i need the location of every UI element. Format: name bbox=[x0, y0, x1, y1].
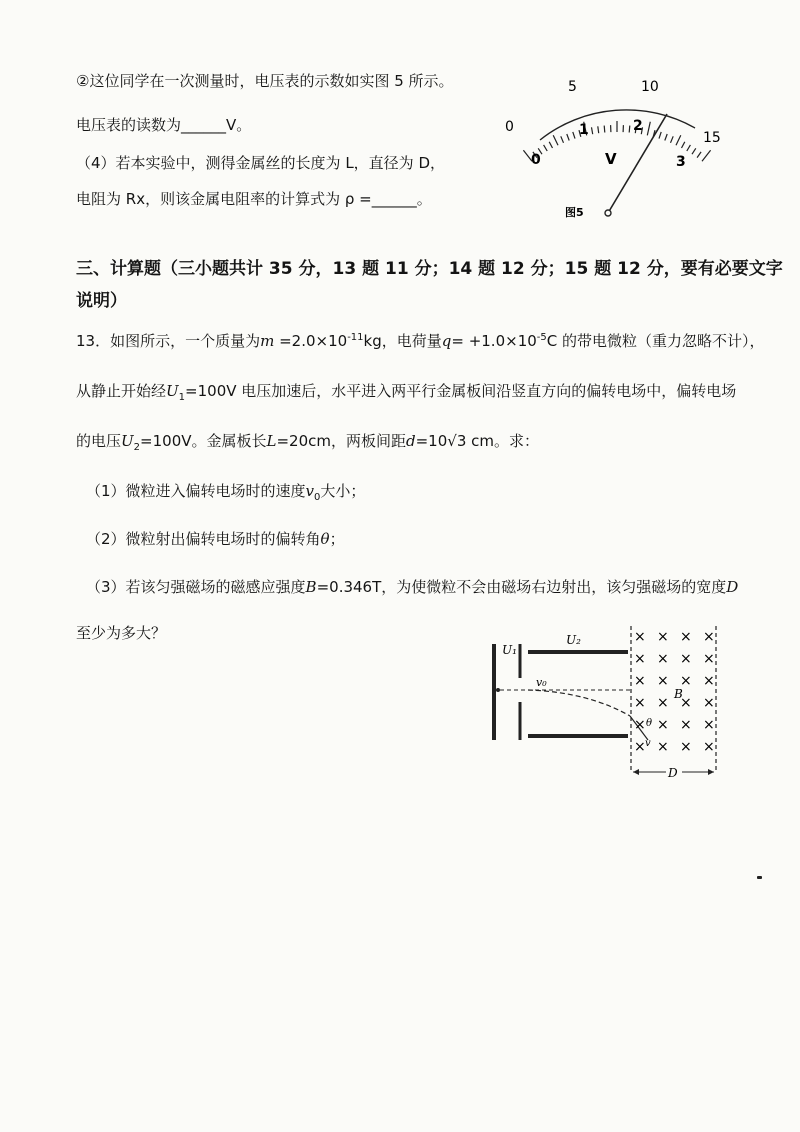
field-cross-mark: × bbox=[657, 739, 669, 755]
meter-tick bbox=[561, 136, 564, 143]
deflection-plate-bottom bbox=[528, 734, 628, 738]
meter-tick bbox=[553, 135, 558, 145]
field-cross-mark: × bbox=[657, 717, 669, 733]
label-v: v bbox=[645, 738, 651, 749]
meter-tick bbox=[665, 134, 667, 141]
field-cross-mark: × bbox=[703, 695, 715, 711]
field-cross-mark: × bbox=[634, 717, 646, 733]
meter-tick bbox=[702, 150, 711, 161]
deflection-plate-top bbox=[528, 650, 628, 654]
field-cross-mark: × bbox=[657, 673, 669, 689]
reading-prefix: 电压表的读数为 bbox=[76, 116, 182, 134]
label-b: B bbox=[674, 687, 683, 701]
meter-pivot bbox=[605, 210, 611, 216]
text-line-resistivity bbox=[76, 188, 432, 209]
field-cross-mark: × bbox=[703, 651, 715, 667]
meter-tick bbox=[687, 145, 691, 151]
distance-symbol: d bbox=[406, 432, 416, 450]
meter-outer-5: 5 bbox=[568, 79, 577, 95]
meter-tick bbox=[598, 126, 599, 133]
meter-outer-10: 10 bbox=[641, 79, 659, 95]
q13-l3-c: =20cm，两板间距 bbox=[276, 432, 406, 450]
u1-subscript: 1 bbox=[178, 392, 186, 403]
field-cross-mark: × bbox=[634, 739, 646, 755]
label-theta: θ bbox=[646, 718, 653, 729]
voltmeter-figure bbox=[495, 70, 745, 230]
meter-inner-3: 3 bbox=[676, 154, 686, 170]
q13-l3-e: cm。求： bbox=[466, 432, 540, 450]
accelerating-plate-left bbox=[492, 644, 496, 740]
section3-heading: 三、计算题（三小题共计 35 分，13 题 11 分；14 题 12 分；15 题 12 分，要有必要文字 bbox=[76, 259, 783, 279]
field-cross-mark: × bbox=[657, 695, 669, 711]
d-width-symbol: D bbox=[726, 578, 739, 596]
width-arrow-left bbox=[633, 769, 639, 775]
q13-p3-a: （3）若该匀强磁场的磁感应强度 bbox=[86, 578, 306, 596]
field-cross-mark: × bbox=[680, 739, 692, 755]
q13-l3-a: 的电压 bbox=[76, 432, 122, 450]
meter-tick bbox=[604, 126, 605, 133]
q13-l1-a: 13．如图所示，一个质量为 bbox=[76, 332, 261, 350]
particle-trajectory bbox=[528, 690, 630, 716]
q13-l3-b: =100V。金属板长 bbox=[140, 432, 267, 450]
meter-outer-0: 0 bbox=[505, 119, 514, 135]
meter-caption: 图5 bbox=[565, 206, 584, 219]
meter-tick bbox=[697, 152, 701, 158]
field-cross-mark: × bbox=[680, 717, 692, 733]
meter-tick bbox=[647, 122, 650, 136]
meter-tick bbox=[544, 145, 548, 151]
charge-symbol: q bbox=[441, 332, 452, 350]
resistivity-prefix: 电阻为 Rx，则该金属电阻率的计算式为 ρ = bbox=[76, 190, 372, 208]
q13-p1-b: 大小； bbox=[320, 482, 366, 500]
label-u2: U₂ bbox=[566, 633, 581, 647]
field-cross-mark: × bbox=[680, 695, 692, 711]
meter-tick bbox=[549, 142, 552, 148]
u1-symbol: U bbox=[166, 382, 179, 400]
resistivity-blank: ______ bbox=[371, 190, 417, 208]
q13-p1-a: （1）微粒进入偏转电场时的速度 bbox=[86, 482, 306, 500]
text-line-reading-blank bbox=[76, 114, 251, 135]
meter-tick bbox=[671, 136, 674, 143]
q13-l1-b: =2.0×10 bbox=[274, 332, 348, 350]
resistivity-suffix: 。 bbox=[416, 190, 432, 208]
scan-speck bbox=[757, 876, 762, 879]
q13-l2-a: 从静止开始经 bbox=[76, 382, 167, 400]
meter-tick bbox=[692, 148, 696, 154]
v0-symbol: v bbox=[305, 482, 315, 500]
meter-tick bbox=[567, 134, 569, 141]
q13-line1 bbox=[76, 330, 765, 351]
field-cross-mark: × bbox=[634, 629, 646, 645]
meter-tick bbox=[676, 135, 681, 145]
meter-tick bbox=[659, 132, 661, 139]
field-cross-mark: × bbox=[703, 717, 715, 733]
q13-part3 bbox=[86, 576, 738, 597]
meter-inner-1: 1 bbox=[579, 122, 589, 138]
q13-p2-a: （2）微粒射出偏转电场时的偏转角 bbox=[86, 530, 321, 548]
q13-part1 bbox=[86, 480, 365, 503]
text-line-meter-reading: ②这位同学在一次测量时，电压表的示数如实图 5 所示。 bbox=[76, 72, 454, 90]
q13-part3-cont: 至少为多大？ bbox=[76, 624, 167, 642]
field-cross-mark: × bbox=[657, 651, 669, 667]
b-symbol: B bbox=[305, 578, 317, 596]
field-cross-mark: × bbox=[703, 739, 715, 755]
length-symbol: L bbox=[266, 432, 277, 450]
field-cross-mark: × bbox=[680, 651, 692, 667]
mass-symbol: m bbox=[260, 332, 275, 350]
q13-line2 bbox=[76, 380, 736, 403]
q13-l2-b: =100V 电压加速后，水平进入两平行金属板间沿竖直方向的偏转电场中，偏转电场 bbox=[185, 382, 737, 400]
theta-symbol: θ bbox=[320, 530, 330, 548]
particle-source bbox=[496, 688, 500, 692]
charge-exponent: -5 bbox=[536, 332, 547, 343]
q13-part2 bbox=[86, 528, 345, 549]
section3-heading-cont: 说明） bbox=[76, 291, 127, 311]
meter-inner-0: 0 bbox=[531, 152, 541, 168]
meter-outer-15: 15 bbox=[703, 130, 721, 146]
reading-suffix: V。 bbox=[226, 116, 252, 134]
meter-tick bbox=[629, 126, 630, 133]
q13-p2-b: ； bbox=[329, 530, 345, 548]
q13-l1-e: C 的带电微粒（重力忽略不计）， bbox=[546, 332, 765, 350]
mass-exponent: -11 bbox=[347, 332, 364, 343]
meter-inner-2: 2 bbox=[633, 118, 643, 134]
field-cross-mark: × bbox=[703, 673, 715, 689]
label-d-width: D bbox=[668, 766, 678, 780]
text-line-sub4: （4）若本实验中，测得金属丝的长度为 L，直径为 D， bbox=[76, 154, 445, 172]
u2-subscript: 2 bbox=[133, 442, 141, 453]
deflection-figure bbox=[488, 622, 728, 782]
meter-tick bbox=[592, 127, 593, 134]
label-u1: U₁ bbox=[502, 643, 517, 657]
field-cross-mark: × bbox=[680, 673, 692, 689]
meter-unit: V bbox=[605, 150, 617, 168]
meter-tick bbox=[682, 142, 685, 148]
reading-blank: ______ bbox=[181, 116, 227, 134]
v0-subscript: 0 bbox=[314, 492, 321, 503]
q13-line3 bbox=[76, 430, 539, 453]
field-cross-mark: × bbox=[634, 651, 646, 667]
q13-l3-d: =10 bbox=[415, 432, 448, 450]
sqrt3: √3 bbox=[447, 432, 467, 450]
field-cross-mark: × bbox=[634, 673, 646, 689]
q13-l1-d: = +1.0×10 bbox=[451, 332, 537, 350]
q13-l1-c: kg，电荷量 bbox=[363, 332, 442, 350]
q13-p3-b: =0.346T，为使微粒不会由磁场右边射出，该匀强磁场的宽度 bbox=[316, 578, 727, 596]
meter-tick bbox=[573, 132, 575, 139]
label-v0: v₀ bbox=[536, 676, 547, 689]
field-cross-mark: × bbox=[703, 629, 715, 645]
field-cross-mark: × bbox=[680, 629, 692, 645]
field-cross-mark: × bbox=[634, 695, 646, 711]
width-arrow-right bbox=[708, 769, 714, 775]
u2-symbol: U bbox=[121, 432, 134, 450]
field-cross-mark: × bbox=[657, 629, 669, 645]
